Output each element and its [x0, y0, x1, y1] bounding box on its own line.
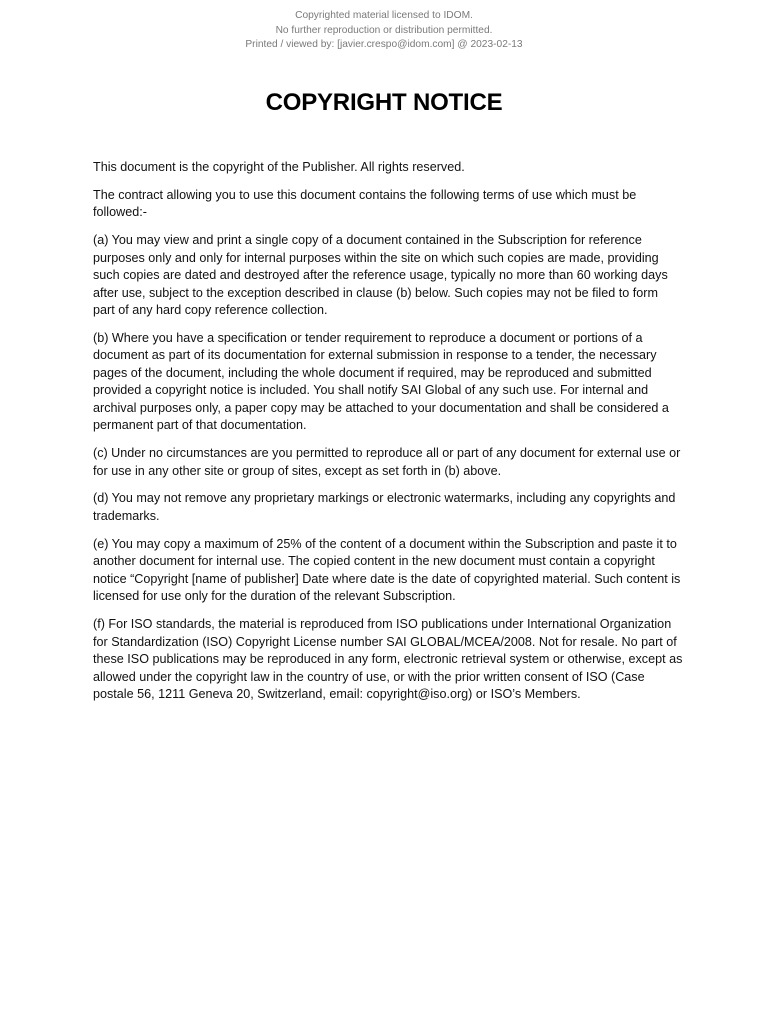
paragraph-terms-intro: The contract allowing you to use this document contains the following terms of use which must be followed:- — [93, 187, 637, 220]
license-line-viewer: Printed / viewed by: [javier.crespo@idom.com] @ 2023-02-13 — [245, 39, 523, 50]
license-line-licensee: Copyrighted material licensed to IDOM. — [295, 10, 473, 21]
paragraph-clause-a: (a) You may view and print a single copy of a document contained in the Subscription for reference purposes only and only for internal purposes within the site on which such copies are made, providing such copies are dated and destroyed after the reference usage, typically no more than 60 working days after use, subject to the exception described in clause (b) below. Such copies may not be filed to form part of any hard copy reference collection. — [93, 233, 668, 318]
paragraph-rights-reserved: This document is the copyright of the Publisher. All rights reserved. — [93, 160, 465, 174]
license-line-restriction: No further reproduction or distribution permitted. — [275, 24, 493, 36]
paragraph-clause-f: (f) For ISO standards, the material is reproduced from ISO publications under International Organization for Standardization (ISO) Copyright License number SAI GLOBAL/MCEA/2008. Not for resale. No part of these ISO publications may be reproduced in any form, electronic retrieval system or otherwise, except as allowed under the copyright law in the country of use, or with the prior written consent of ISO (Case postale 56, 1211 Geneva 20, Switzerland, email: copyright@iso.org) or ISO’s Members. — [93, 617, 683, 702]
page-title: COPYRIGHT NOTICE — [265, 89, 503, 116]
paragraph-clause-b: (b) Where you have a specification or tender requirement to reproduce a document or portions of a document as part of its documentation for external submission in response to a tender, the necessary pages of the document, including the whole document if required, may be reproduced and submitted provided a copyright notice is included. You shall notify SAI Global of any such use. For internal and archival purposes only, a paper copy may be attached to your documentation and shall be considered a permanent part of that documentation. — [93, 330, 669, 433]
paragraph-clause-d: (d) You may not remove any proprietary markings or electronic watermarks, including any copyrights and trademarks. — [93, 491, 676, 523]
paragraph-clause-e: (e) You may copy a maximum of 25% of the content of a document within the Subscription and paste it to another document for internal use. The copied content in the new document must contain a copyright notice “Copyright [name of publisher] Date where date is the date of copyrighted material. Such content is licensed for use only for the duration of the relevant Subscription. — [93, 536, 681, 604]
license-watermark-header — [0, 9, 768, 53]
paragraph-clause-c: (c) Under no circumstances are you permitted to reproduce all or part of any document for external use or for use in any other site or group of sites, except as set forth in (b) above. — [93, 446, 681, 478]
document-body — [93, 159, 683, 714]
